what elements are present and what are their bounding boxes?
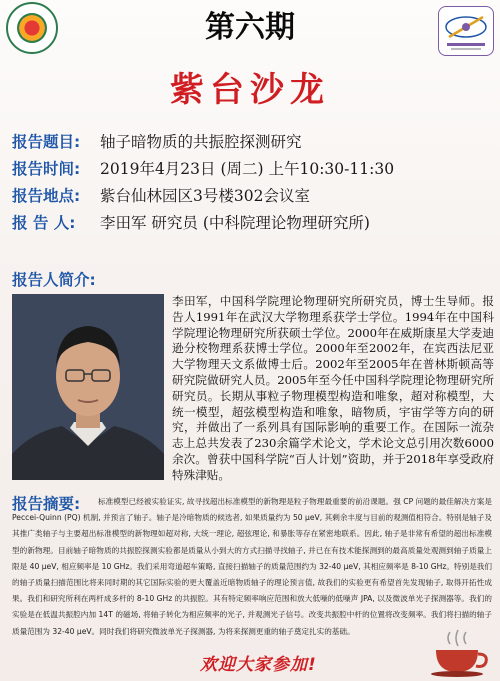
talk-abstract: 标准模型已经被实验证实, 故寻找超出标准模型的新物理是粒子物理最重要的前沿课题。强 CP 问题的最佳解决方案是 Peccei-Quinn (PQ) 机制, 并预言了轴子。轴子是冷暗物质的候选者, 如果质量约为 50 μeV, 其剩余丰度与目前的观测值相符合。特别是轴子及其推广类轴子与主要超出标准模型的新物理如超对称, 大统一理论, 超弦理论, 和暴胀等存在紧密地联系。因此, 轴子是非常有希望的超出标准模型的新物理。目前轴子暗物质的共振腔探测实验都是质量从小到大的方式扫描寻找轴子, 并已在有技术能探测到的最高质量处观测到轴子质量上限是 40 μeV, 相应频率是 10 GHz。我们采用弯道超车策略, 直接扫描轴子的质量范围约为 32-40 μeV, 其相应频率是 8-10 GHz。特别是我们的轴子质量扫描范围比将来同时期的其它国际实验的更大覆盖近暗物质轴子的理论预言值, 故我们的实验更有希望首先发现轴子, 取得开拓性成果。我们和研究所利在两杆成多杆的 8-10 GHz 的共振腔。其有特定频率响应范围和放大低噪的低噪声 JPA, 以及微波单光子探测器等。我们的实验是在低温共振腔内加 14T 的磁场, 将轴子转化为相应频率的光子, 并观测光子信号。改变共振腔中杆的位置将改变频率。我们将扫描的轴子质量范围为 32-40 μeV。同时我们将研究微波单光子探测器, 为将来探测更重的轴子奠定扎实的基础。	[12, 497, 492, 636]
speaker-value: 李田军 研究员 (中科院理论物理研究所)	[100, 214, 370, 232]
talk-location-label: 报告地点:	[12, 187, 81, 205]
talk-title-label: 报告题目:	[12, 133, 81, 151]
speaker-photo	[12, 294, 164, 480]
talk-time-label: 报告时间:	[12, 160, 81, 178]
welcome-message: 欢迎大家参加!	[200, 655, 317, 675]
talk-location-value: 紫台仙林园区3号楼302会议室	[100, 187, 310, 205]
issue-number: 第六期	[205, 10, 295, 45]
talk-location-row	[12, 184, 492, 211]
coffee-cup-icon	[428, 628, 494, 678]
talk-title-value: 轴子暗物质的共振腔探测研究	[100, 133, 302, 151]
speaker-bio: 李田军，中国科学院理论物理研究所研究员，博士生导师。报告人1991年在武汉大学物理系获学士学位。1994年在中国科学院理论物理研究所获硕士学位。2000年在威斯康星大学麦迪逊分校物理系获博士学位。2000年至2002年，在宾西法尼亚大学物理天文系做博士后。2002年至2005年在普林斯顿高等研究院做研究人员。2005年至今任中国科学院理论物理研究所研究员。长期从事粒子物理模型构造和唯象，超对称模型，大统一模型，超弦模型构造和唯象，暗物质，宇宙学等方向的研究，并做出了一系列具有国际影响的重要工作。在国际一流杂志上总共发表了230余篇学术论文，学术论文总引用次数6000余次。曾获中国科学院“百人计划”资助，并于2018年享受政府特殊津贴。	[172, 294, 494, 482]
speaker-row	[12, 211, 492, 238]
abstract-label: 报告摘要:	[12, 495, 81, 513]
speaker-intro-label: 报告人简介:	[12, 271, 96, 289]
talk-title-row	[12, 130, 492, 157]
salon-title: 紫台沙龙	[170, 70, 330, 110]
talk-time-value: 2019年4月23日 (周二) 上午10:30-11:30	[100, 160, 395, 178]
talk-time-row	[12, 157, 492, 184]
speaker-label: 报 告 人:	[12, 214, 76, 232]
talk-info	[12, 130, 492, 238]
